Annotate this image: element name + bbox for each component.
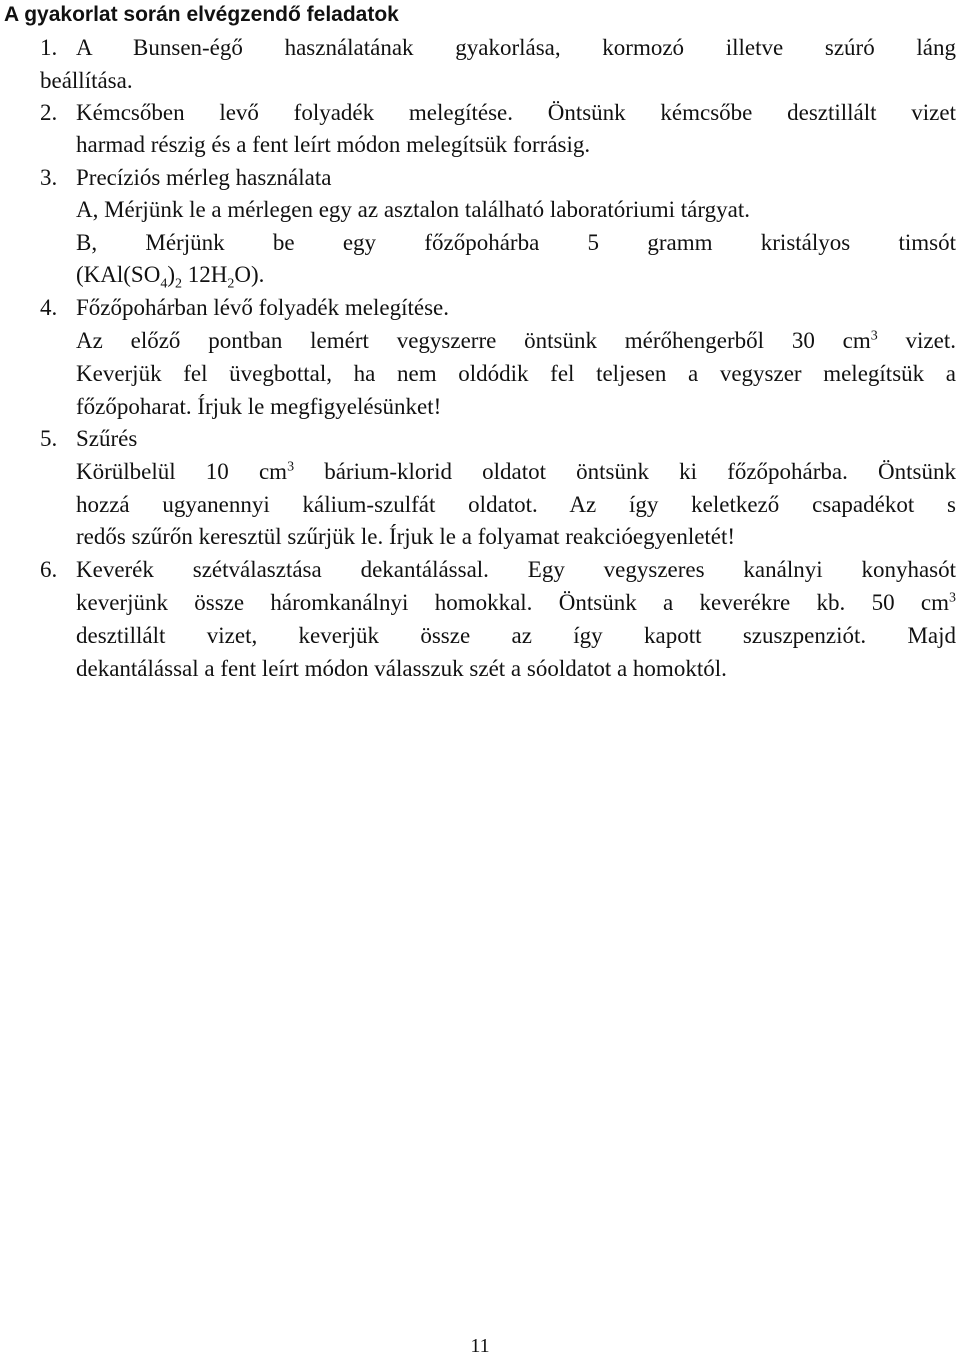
task5-heading: Szűrés <box>76 426 138 451</box>
formula-part4: O). <box>234 262 265 287</box>
task2-line2: harmad részig és a fent leírt módon melegítsük forrásig. <box>76 132 591 157</box>
task6-line2-text: keverjünk össze háromkanálnyi homokkal. Öntsünk a keverékre kb. 50 cm <box>76 590 949 615</box>
page-number: 11 <box>470 1335 490 1357</box>
task6-line2 <box>76 586 956 619</box>
task1-line1: A Bunsen-égő használatának gyakorlása, kormozó illetve szúró láng <box>76 35 956 60</box>
task5-line1-sup: 3 <box>287 459 295 475</box>
task4-line3: főzőpoharat. Írjuk le megfigyelésünket! <box>76 394 442 419</box>
task2-number: 2. <box>40 100 58 125</box>
formula-part3: 12H <box>182 262 228 287</box>
task4-line1 <box>76 324 956 357</box>
task6-line1: Keverék szétválasztása dekantálással. Egy vegyszeres kanálnyi konyhasót <box>76 557 956 582</box>
task6-line3: desztillált vizet, keverjük össze az így kapott szuszpenziót. Majd <box>76 623 956 648</box>
task4-line1-end: vizet. <box>877 328 956 353</box>
task5-number: 5. <box>40 426 58 451</box>
task1-line2: beállítása. <box>40 68 133 93</box>
task4-number: 4. <box>40 295 58 320</box>
task4-line2: Keverjük fel üvegbottal, ha nem oldódik fel teljesen a vegyszer melegítsük a <box>76 361 956 386</box>
task6-line2-sup: 3 <box>949 590 956 606</box>
task5-line3: redős szűrőn keresztül szűrjük le. Írjuk le a folyamat reakcióegyenletét! <box>76 524 736 549</box>
formula-part2: ) <box>167 262 176 287</box>
formula-sub1: 4 <box>160 276 168 292</box>
task4-heading: Főzőpohárban lévő folyadék melegítése. <box>76 295 449 320</box>
formula-sub3: 2 <box>227 276 235 292</box>
task3-part-a: A, Mérjünk le a mérlegen egy az asztalon található laboratóriumi tárgyat. <box>76 197 750 222</box>
task5-line1-text: Körülbelül 10 cm <box>76 459 288 484</box>
task4-line1-sup: 3 <box>870 328 878 344</box>
formula-sub2: 2 <box>175 276 183 292</box>
formula-part1: (KAl(SO <box>76 262 161 287</box>
task6-number: 6. <box>40 557 58 582</box>
task5-line1 <box>76 455 956 488</box>
task5-line1-end: bárium-klorid oldatot öntsünk ki főzőpohárba. Öntsünk <box>294 459 956 484</box>
task1-number: 1. <box>40 35 58 60</box>
section-title: A gyakorlat során elvégzendő feladatok <box>4 3 399 26</box>
task4-line1-text: Az előző pontban lemért vegyszerre öntsünk mérőhengerből 30 cm <box>76 328 871 353</box>
task3-heading: Precíziós mérleg használata <box>76 165 332 190</box>
task3-part-b: B, Mérjünk be egy főzőpohárba 5 gramm kristályos timsót <box>76 230 956 255</box>
task3-formula <box>76 258 264 291</box>
task6-line4: dekantálással a fent leírt módon válasszuk szét a sóoldatot a homoktól. <box>76 656 727 681</box>
task5-line2: hozzá ugyanennyi kálium-szulfát oldatot. Az így keletkező csapadékot s <box>76 492 956 517</box>
task2-line1: Kémcsőben levő folyadék melegítése. Öntsünk kémcsőbe desztillált vizet <box>76 100 956 125</box>
task3-number: 3. <box>40 165 58 190</box>
